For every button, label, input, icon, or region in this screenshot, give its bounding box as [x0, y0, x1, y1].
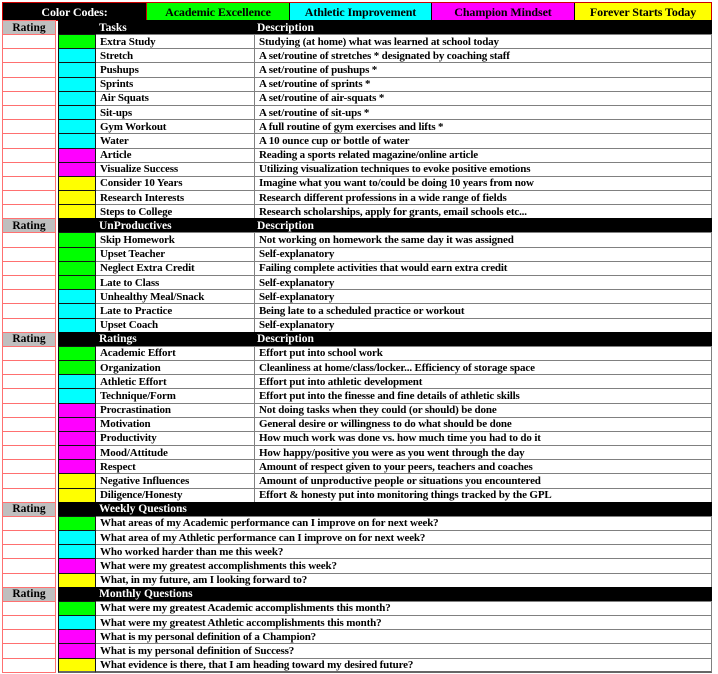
table-row — [2, 261, 716, 276]
table-row — [2, 119, 716, 134]
category-color-swatch — [58, 162, 96, 177]
section-header-unproductives — [2, 218, 716, 233]
category-color-swatch — [58, 190, 96, 205]
section-header-bar — [58, 502, 712, 517]
category-color-swatch — [58, 148, 96, 163]
row-label: Article — [96, 148, 255, 163]
category-color-swatch — [58, 176, 96, 191]
table-row — [2, 275, 716, 290]
table-row — [2, 190, 716, 205]
row-description: A set/routine of sit-ups * — [255, 105, 712, 120]
section-header-bar — [58, 218, 712, 233]
row-label: Procrastination — [96, 403, 255, 418]
row-label: Consider 10 Years — [96, 176, 255, 191]
question-text: What evidence is there, that I am heading toward my desired future? — [96, 658, 712, 673]
row-label: Late to Class — [96, 275, 255, 290]
row-label: Organization — [96, 360, 255, 375]
category-color-swatch — [58, 133, 96, 148]
table-row — [2, 77, 716, 92]
table-row — [2, 232, 716, 247]
question-text: What is my personal definition of Success? — [96, 643, 712, 658]
category-color-swatch — [58, 658, 96, 673]
row-label: Water — [96, 133, 255, 148]
category-color-swatch — [58, 558, 96, 573]
section-header-bar — [58, 587, 712, 602]
rating-input-cell[interactable] — [2, 615, 56, 630]
row-label: Mood/Attitude — [96, 445, 255, 460]
legend-item-forever-starts-today: Forever Starts Today — [575, 3, 711, 20]
row-label: Academic Effort — [96, 346, 255, 361]
table-row — [2, 247, 716, 262]
table-row — [2, 133, 716, 148]
section-header-bar — [58, 20, 712, 35]
question-text: Who worked harder than me this week? — [96, 544, 712, 559]
rating-input-cell[interactable] — [2, 445, 56, 460]
rating-input-cell[interactable] — [2, 601, 56, 616]
row-description: Amount of respect given to your peers, teachers and coaches — [255, 459, 712, 474]
category-color-swatch — [58, 91, 96, 106]
category-color-swatch — [58, 601, 96, 616]
rating-input-cell[interactable] — [2, 91, 56, 106]
row-label: Steps to College — [96, 204, 255, 219]
row-label: Upset Teacher — [96, 247, 255, 262]
table-row — [2, 346, 716, 361]
row-description: Effort put into athletic development — [255, 374, 712, 389]
table-row — [2, 658, 716, 673]
row-label: Athletic Effort — [96, 374, 255, 389]
rating-input-cell[interactable] — [2, 105, 56, 120]
category-color-swatch — [58, 62, 96, 77]
row-label: Neglect Extra Credit — [96, 261, 255, 276]
question-text: What were my greatest Academic accomplishments this month? — [96, 601, 712, 616]
question-text: What area of my Athletic performance can I improve on for next week? — [96, 530, 712, 545]
table-row — [2, 360, 716, 375]
table-row — [2, 417, 716, 432]
table-row — [2, 403, 716, 418]
rating-input-cell[interactable] — [2, 643, 56, 658]
section-title: Weekly Questions — [99, 503, 187, 516]
table-row — [2, 318, 716, 333]
question-text: What were my greatest accomplishments this week? — [96, 558, 712, 573]
rating-input-cell[interactable] — [2, 247, 56, 262]
section-title: Monthly Questions — [99, 588, 193, 601]
row-description: How much work was done vs. how much time you had to do it — [255, 431, 712, 446]
category-color-swatch — [58, 346, 96, 361]
rating-input-cell[interactable] — [2, 360, 56, 375]
row-description: A set/routine of pushups * — [255, 62, 712, 77]
category-color-swatch — [58, 34, 96, 49]
rating-input-cell[interactable] — [2, 232, 56, 247]
rating-input-cell[interactable] — [2, 275, 56, 290]
row-description: Failing complete activities that would earn extra credit — [255, 261, 712, 276]
rating-input-cell[interactable] — [2, 77, 56, 92]
table-row — [2, 629, 716, 644]
rating-input-cell[interactable] — [2, 374, 56, 389]
rating-input-cell[interactable] — [2, 162, 56, 177]
table-row — [2, 544, 716, 559]
table-row — [2, 62, 716, 77]
rating-input-cell[interactable] — [2, 176, 56, 191]
category-color-swatch — [58, 431, 96, 446]
table-row — [2, 374, 716, 389]
table-row — [2, 388, 716, 403]
row-label: Late to Practice — [96, 303, 255, 318]
rating-input-cell[interactable] — [2, 544, 56, 559]
row-label: Diligence/Honesty — [96, 488, 255, 503]
row-label: Sprints — [96, 77, 255, 92]
row-label: Visualize Success — [96, 162, 255, 177]
table-row — [2, 105, 716, 120]
category-color-swatch — [58, 615, 96, 630]
section-header-ratings — [2, 332, 716, 347]
table-row — [2, 34, 716, 49]
rating-column-header: Rating — [2, 502, 56, 517]
rating-input-cell[interactable] — [2, 488, 56, 503]
rating-column-header: Rating — [2, 20, 56, 35]
rating-input-cell[interactable] — [2, 558, 56, 573]
table-row — [2, 289, 716, 304]
rating-input-cell[interactable] — [2, 204, 56, 219]
category-color-swatch — [58, 119, 96, 134]
rating-input-cell[interactable] — [2, 417, 56, 432]
row-description: Studying (at home) what was learned at school today — [255, 34, 712, 49]
row-label: Respect — [96, 459, 255, 474]
category-color-swatch — [58, 445, 96, 460]
row-description: Imagine what you want to/could be doing 10 years from now — [255, 176, 712, 191]
row-description: Self-explanatory — [255, 318, 712, 333]
row-description: Effort put into the finesse and fine details of athletic skills — [255, 388, 712, 403]
category-color-swatch — [58, 374, 96, 389]
section-header-tasks — [2, 20, 716, 35]
rating-input-cell[interactable] — [2, 148, 56, 163]
table-row — [2, 473, 716, 488]
category-color-swatch — [58, 573, 96, 588]
row-label: Extra Study — [96, 34, 255, 49]
category-color-swatch — [58, 303, 96, 318]
table-row — [2, 431, 716, 446]
rating-input-cell[interactable] — [2, 473, 56, 488]
rating-input-cell[interactable] — [2, 530, 56, 545]
section-title: Ratings — [99, 333, 137, 346]
description-column-header: Description — [257, 333, 314, 346]
legend-item-academic-excellence: Academic Excellence — [147, 3, 290, 20]
category-color-swatch — [58, 403, 96, 418]
table-row — [2, 303, 716, 318]
rating-column-header: Rating — [2, 332, 56, 347]
rating-input-cell[interactable] — [2, 459, 56, 474]
row-description: Effort & honesty put into monitoring things tracked by the GPL — [255, 488, 712, 503]
category-color-swatch — [58, 643, 96, 658]
row-description: A set/routine of stretches * designated by coaching staff — [255, 48, 712, 63]
row-description: Not doing tasks when they could (or should) be done — [255, 403, 712, 418]
table-row — [2, 601, 716, 616]
table-row — [2, 148, 716, 163]
row-description: Self-explanatory — [255, 289, 712, 304]
question-text: What is my personal definition of a Champion? — [96, 629, 712, 644]
rating-input-cell[interactable] — [2, 658, 56, 673]
category-color-swatch — [58, 530, 96, 545]
row-description: A 10 ounce cup or bottle of water — [255, 133, 712, 148]
category-color-swatch — [58, 360, 96, 375]
row-label: Upset Coach — [96, 318, 255, 333]
section-title: UnProductives — [99, 219, 172, 232]
category-color-swatch — [58, 318, 96, 333]
rating-input-cell[interactable] — [2, 48, 56, 63]
question-text: What areas of my Academic performance can I improve on for next week? — [96, 516, 712, 531]
rating-input-cell[interactable] — [2, 516, 56, 531]
table-row — [2, 615, 716, 630]
row-description: Reading a sports related magazine/online article — [255, 148, 712, 163]
row-description: Self-explanatory — [255, 275, 712, 290]
row-description: Utilizing visualization techniques to evoke positive emotions — [255, 162, 712, 177]
legend-item-athletic-improvement: Athletic Improvement — [290, 3, 432, 20]
row-label: Sit-ups — [96, 105, 255, 120]
color-codes-legend — [2, 2, 712, 21]
rating-input-cell[interactable] — [2, 62, 56, 77]
row-label: Negative Influences — [96, 473, 255, 488]
table-row — [2, 48, 716, 63]
rating-input-cell[interactable] — [2, 289, 56, 304]
question-text: What were my greatest Athletic accomplishments this month? — [96, 615, 712, 630]
table-row — [2, 204, 716, 219]
category-color-swatch — [58, 629, 96, 644]
row-description: Being late to a scheduled practice or workout — [255, 303, 712, 318]
table-row — [2, 162, 716, 177]
section-header-weekly-questions — [2, 502, 716, 517]
row-label: Motivation — [96, 417, 255, 432]
question-text: What, in my future, am I looking forward to? — [96, 573, 712, 588]
table-row — [2, 91, 716, 106]
rating-input-cell[interactable] — [2, 261, 56, 276]
category-color-swatch — [58, 77, 96, 92]
row-description: A full routine of gym exercises and lifts * — [255, 119, 712, 134]
rating-column-header: Rating — [2, 587, 56, 602]
rating-column-header: Rating — [2, 218, 56, 233]
row-label: Unhealthy Meal/Snack — [96, 289, 255, 304]
rating-input-cell[interactable] — [2, 629, 56, 644]
row-description: Amount of unproductive people or situations you encountered — [255, 473, 712, 488]
table-row — [2, 573, 716, 588]
description-column-header: Description — [257, 219, 314, 232]
table-row — [2, 176, 716, 191]
category-color-swatch — [58, 204, 96, 219]
rating-input-cell[interactable] — [2, 403, 56, 418]
category-color-swatch — [58, 232, 96, 247]
category-color-swatch — [58, 488, 96, 503]
rating-input-cell[interactable] — [2, 431, 56, 446]
row-description: General desire or willingness to do what should be done — [255, 417, 712, 432]
row-label: Skip Homework — [96, 232, 255, 247]
row-description: How happy/positive you were as you went through the day — [255, 445, 712, 460]
rating-input-cell[interactable] — [2, 303, 56, 318]
table-row — [2, 530, 716, 545]
row-label: Air Squats — [96, 91, 255, 106]
legend-item-champion-mindset: Champion Mindset — [432, 3, 575, 20]
rating-input-cell[interactable] — [2, 318, 56, 333]
row-description: Research different professions in a wide range of fields — [255, 190, 712, 205]
row-description: A set/routine of air-squats * — [255, 91, 712, 106]
rating-input-cell[interactable] — [2, 346, 56, 361]
table-row — [2, 488, 716, 503]
section-header-monthly-questions — [2, 587, 716, 602]
description-column-header: Description — [257, 21, 314, 34]
category-color-swatch — [58, 275, 96, 290]
category-color-swatch — [58, 417, 96, 432]
category-color-swatch — [58, 48, 96, 63]
sections-table — [2, 20, 716, 673]
category-color-swatch — [58, 105, 96, 120]
row-description: Cleanliness at home/class/locker... Efficiency of storage space — [255, 360, 712, 375]
table-row — [2, 459, 716, 474]
row-description: Effort put into school work — [255, 346, 712, 361]
row-label: Research Interests — [96, 190, 255, 205]
table-row — [2, 558, 716, 573]
category-color-swatch — [58, 247, 96, 262]
color-codes-label: Color Codes: — [3, 3, 147, 20]
section-title: Tasks — [99, 21, 127, 34]
row-description: Research scholarships, apply for grants, email schools etc... — [255, 204, 712, 219]
row-label: Productivity — [96, 431, 255, 446]
table-row — [2, 445, 716, 460]
section-header-bar — [58, 332, 712, 347]
rating-input-cell[interactable] — [2, 573, 56, 588]
category-color-swatch — [58, 473, 96, 488]
category-color-swatch — [58, 516, 96, 531]
rating-input-cell[interactable] — [2, 388, 56, 403]
row-label: Pushups — [96, 62, 255, 77]
rating-input-cell[interactable] — [2, 34, 56, 49]
category-color-swatch — [58, 289, 96, 304]
rating-input-cell[interactable] — [2, 133, 56, 148]
category-color-swatch — [58, 261, 96, 276]
table-row — [2, 643, 716, 658]
row-description: Not working on homework the same day it was assigned — [255, 232, 712, 247]
row-description: Self-explanatory — [255, 247, 712, 262]
rating-input-cell[interactable] — [2, 119, 56, 134]
row-label: Gym Workout — [96, 119, 255, 134]
table-row — [2, 516, 716, 531]
category-color-swatch — [58, 544, 96, 559]
row-label: Technique/Form — [96, 388, 255, 403]
row-description: A set/routine of sprints * — [255, 77, 712, 92]
category-color-swatch — [58, 388, 96, 403]
rating-input-cell[interactable] — [2, 190, 56, 205]
category-color-swatch — [58, 459, 96, 474]
row-label: Stretch — [96, 48, 255, 63]
